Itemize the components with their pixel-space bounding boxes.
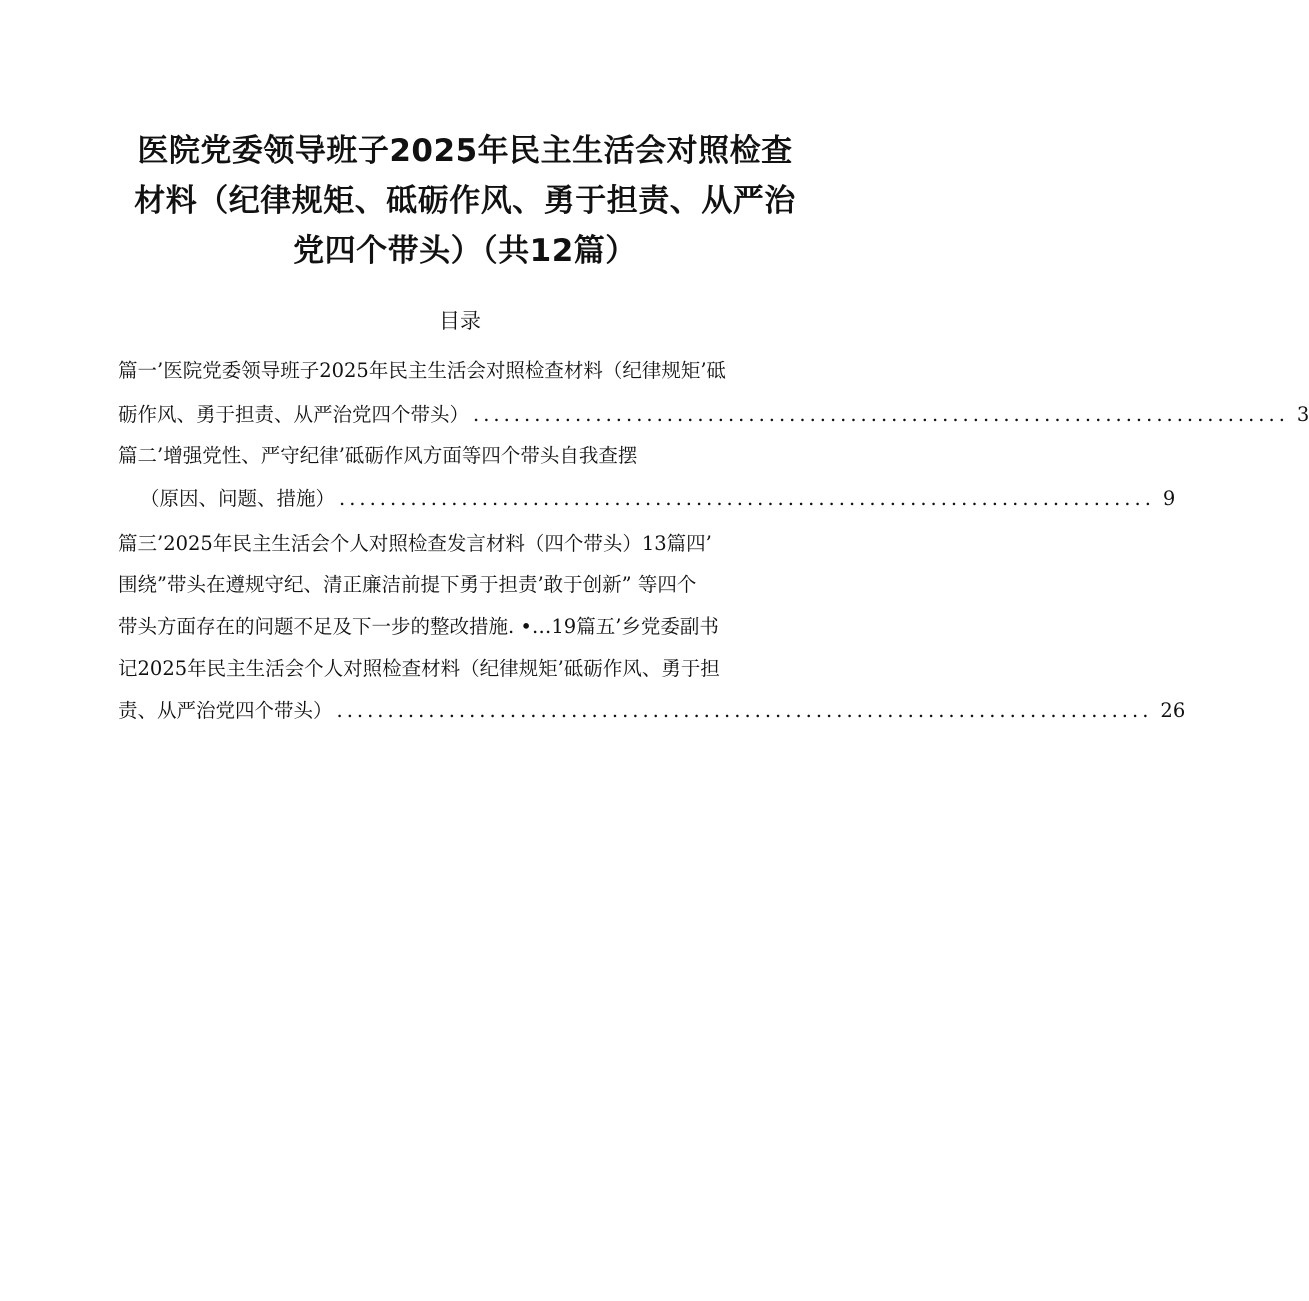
toc-line	[118, 607, 830, 647]
toc-text: 篇二’增强党性、严守纪律’砥砺作风方面等四个带头自我查摆	[118, 444, 638, 467]
toc-entry[interactable]	[118, 691, 1186, 731]
toc-text: 篇一’医院党委领导班子2025年民主生活会对照检查材料（纪律规矩’砥	[118, 359, 727, 382]
toc-text: 带头方面存在的问题不足及下一步的整改措施. •…19篇五’乡党委副书	[118, 615, 719, 638]
toc-line	[118, 649, 830, 689]
toc-text: 记2025年民主生活会个人对照检查材料（纪律规矩’砥砺作风、勇于担	[118, 657, 720, 680]
toc-text: 砺作风、勇于担责、从严治党四个带头）	[118, 403, 470, 426]
toc-line	[118, 524, 830, 564]
title-line: 医院党委领导班子2025年民主生活会对照检查	[137, 133, 793, 169]
toc-page-number: 26	[1160, 699, 1186, 722]
title-line: 党四个带头）（共12篇）	[293, 233, 637, 269]
document-title	[120, 126, 810, 276]
toc-text: （原因、问题、措施）	[140, 487, 336, 510]
toc-text: 篇三’2025年民主生活会个人对照检查发言材料（四个带头）13篇四’	[118, 532, 712, 555]
title-line: 材料（纪律规矩、砥砺作风、勇于担责、从严治	[134, 183, 796, 219]
toc-text: 围绕”带头在遵规守纪、清正廉洁前提下勇于担责’敢于创新” 等四个	[118, 573, 697, 596]
toc-line	[118, 436, 830, 476]
toc-heading: 目录	[439, 309, 481, 333]
toc-page-number: 3	[1296, 403, 1309, 426]
toc-entry[interactable]	[118, 395, 1309, 435]
toc-entry[interactable]	[118, 479, 1176, 519]
dot-leader: ................................................................................	[339, 487, 1155, 510]
dot-leader: ................................................................................	[473, 403, 1289, 426]
toc-line	[118, 351, 830, 391]
dot-leader: ................................................................................	[336, 699, 1153, 722]
toc-line	[118, 565, 830, 605]
toc-page-number: 9	[1162, 487, 1176, 510]
toc-text: 责、从严治党四个带头）	[118, 699, 333, 722]
